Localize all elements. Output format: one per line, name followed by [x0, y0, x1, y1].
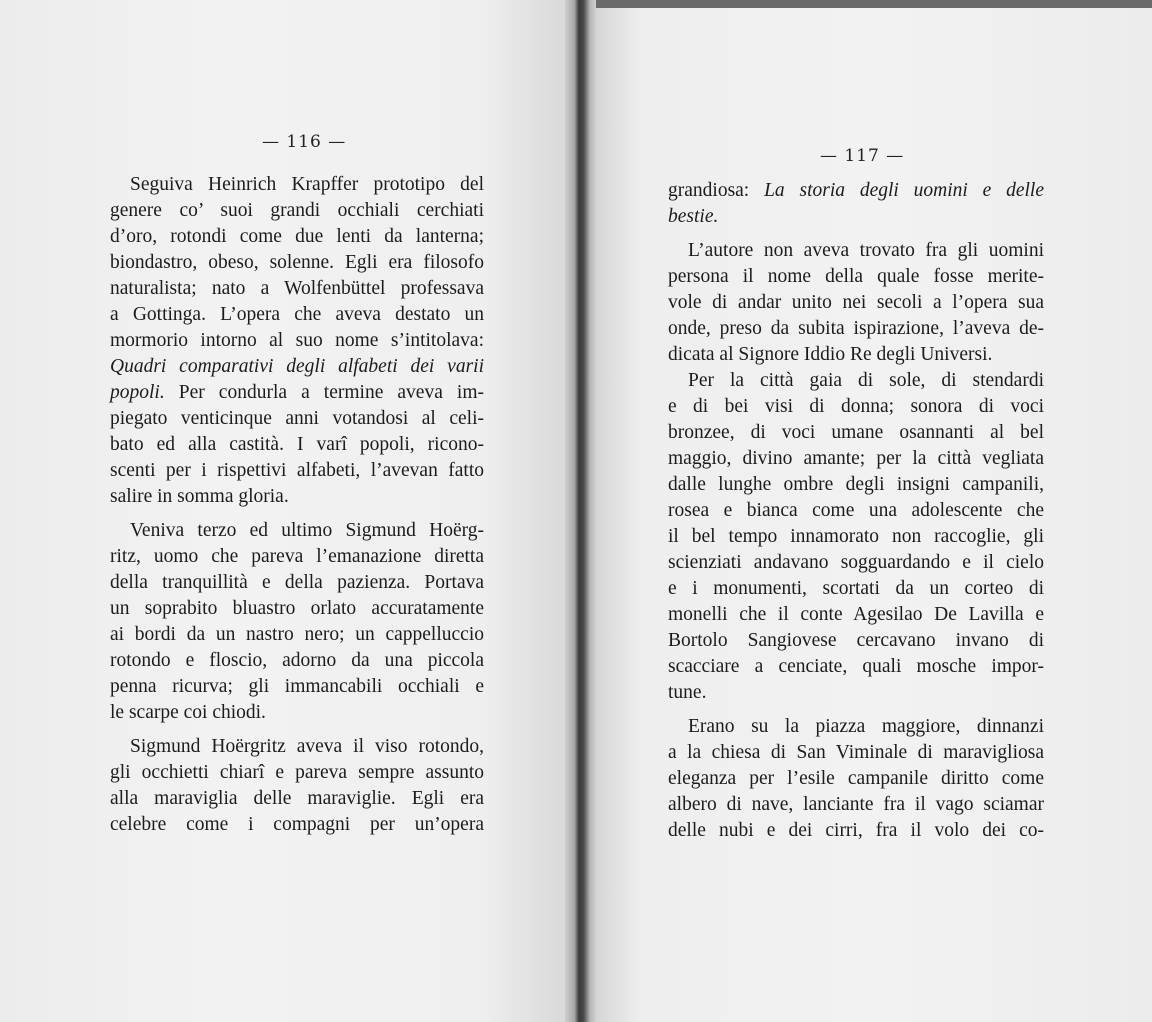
text-line: genere co’ suoi grandi occhiali cerchiati [110, 200, 484, 221]
text-line: piegato venticinque anni votandosi al celi- [110, 408, 484, 429]
text-line: bato ed alla castità. I varî popoli, ricono- [110, 434, 484, 455]
left-page-text [110, 172, 484, 838]
text-line: scienziati andavano sogguardando e il cielo [668, 552, 1044, 573]
text-line: Seguiva Heinrich Krapffer prototipo del [130, 174, 484, 195]
text-line: albero di nave, lanciante fra il vago sciamar [668, 794, 1044, 815]
text-line: rosea e bianca come una adolescente che [668, 500, 1044, 521]
text-line: onde, preso da subita ispirazione, l’aveva de- [668, 318, 1044, 339]
text-line: maggio, divino amante; per la città vegliata [668, 448, 1044, 469]
text-line-mixed [110, 380, 484, 406]
text-line: bronzee, di voci umane osannanti al bel [668, 422, 1044, 443]
text-line: vole di andar unito nei secoli a l’opera sua [668, 292, 1044, 313]
italic-title-end: popoli. [110, 382, 165, 403]
text-line-mixed [668, 178, 1044, 204]
right-page [596, 0, 1152, 1022]
right-page-text [668, 178, 1044, 844]
text-line: e di bei visi di donna; sonora di voci [668, 396, 1044, 417]
text-line: dalle lunghe ombre degli insigni campanili, [668, 474, 1044, 495]
page-number-116: — 116 — [262, 132, 347, 152]
text-line: biondastro, obeso, solenne. Egli era filosofo [110, 252, 484, 273]
text-line: L’autore non aveva trovato fra gli uomini [688, 240, 1044, 261]
text-line: scenti per i rispettivi alfabeti, l’avevan fatto [110, 460, 484, 481]
text-line: persona il nome della quale fosse merite- [668, 266, 1044, 287]
text-line: naturalista; nato a Wolfenbüttel professava [110, 278, 484, 299]
text-line: a Gottinga. L’opera che aveva destato un [110, 304, 484, 325]
text-line: salire in somma gloria. [110, 486, 289, 507]
text-line: gli occhietti chiarî e pareva sempre assunto [110, 762, 484, 783]
text-line: Sigmund Hoërgritz aveva il viso rotondo, [130, 736, 484, 757]
text-line: tune. [668, 682, 707, 703]
text-line: Veniva terzo ed ultimo Sigmund Hoërg- [130, 520, 484, 541]
text-line: a la chiesa di San Viminale di maravigliosa [668, 742, 1044, 763]
text-line: Bortolo Sangiovese cercavano invano di [668, 630, 1044, 651]
italic-title: La storia degli uomini e delle [764, 180, 1044, 201]
text-line: d’oro, rotondi come due lenti da lanterna; [110, 226, 484, 247]
text-line: delle nubi e dei cirri, fra il volo dei co- [668, 820, 1044, 841]
text-line: celebre come i compagni per un’opera [110, 814, 484, 835]
page-number-117: — 117 — [820, 146, 905, 166]
book-gutter [565, 0, 596, 1022]
text-line: rotondo e floscio, adorno da una piccola [110, 650, 484, 671]
text-line: dicata al Signore Iddio Re degli Universi. [668, 344, 993, 365]
left-page [0, 0, 565, 1022]
text-line: scacciare a cenciate, quali mosche impor- [668, 656, 1044, 677]
text-line: eleganza per l’esile campanile diritto come [668, 768, 1044, 789]
text-line: un soprabito bluastro orlato accuratamente [110, 598, 484, 619]
text-fragment: grandiosa: [668, 180, 765, 201]
text-line: mormorio intorno al suo nome s’intitolava: [110, 330, 484, 351]
italic-title-end: bestie. [668, 206, 719, 227]
text-line: ai bordi da un nastro nero; un cappelluccio [110, 624, 484, 645]
text-line: alla maraviglia delle maraviglie. Egli era [110, 788, 484, 809]
text-line: le scarpe coi chiodi. [110, 702, 266, 723]
text-line: Per la città gaia di sole, di stendardi [688, 370, 1044, 391]
text-fragment: Per condurla a termine aveva im- [164, 382, 484, 403]
text-line: monelli che il conte Agesilao De Lavilla e [668, 604, 1044, 625]
text-line: della tranquillità e della pazienza. Portava [110, 572, 484, 593]
text-line: ritz, uomo che pareva l’emanazione diretta [110, 546, 484, 567]
text-line-italic-title: Quadri comparativi degli alfabeti dei varii [110, 356, 484, 377]
text-line: il bel tempo innamorato non raccoglie, gli [668, 526, 1044, 547]
text-line: Erano su la piazza maggiore, dinnanzi [688, 716, 1044, 737]
text-line: e i monumenti, scortati da un corteo di [668, 578, 1044, 599]
text-line: penna ricurva; gli immancabili occhiali e [110, 676, 484, 697]
